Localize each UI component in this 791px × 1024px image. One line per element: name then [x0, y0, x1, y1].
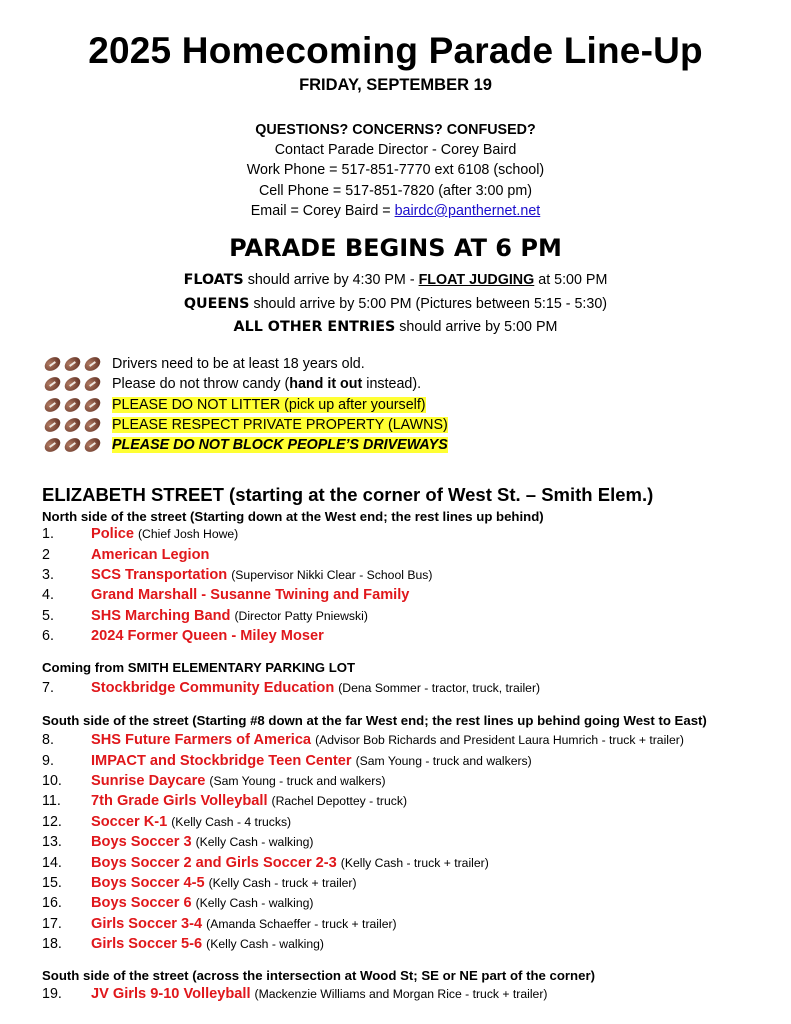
lineup-entry — [42, 730, 684, 750]
entry-name: Girls Soccer 5-6 — [91, 936, 203, 953]
entry-detail: (Kelly Cash - walking) — [195, 896, 314, 911]
others-label: ALL OTHER ENTRIES — [233, 319, 396, 335]
football-icons — [44, 439, 112, 451]
parade-start-heading: PARADE BEGINS AT 6 PM — [229, 234, 562, 262]
entry-detail: (Advisor Bob Richards and President Laura Humrich - truck + trailer) — [315, 733, 684, 748]
entry-number: 13. — [42, 834, 62, 851]
entry-detail: (Supervisor Nikki Clear - School Bus) — [231, 567, 433, 582]
contact-heading: QUESTIONS? CONCERNS? CONFUSED? — [255, 122, 536, 138]
entry-name: Boys Soccer 6 — [91, 895, 192, 912]
entry-detail: (Director Patty Pniewski) — [234, 608, 368, 623]
entry-number: 4. — [42, 587, 54, 604]
entry-number: 3. — [42, 566, 54, 583]
lineup-entry — [42, 852, 684, 872]
entry-number: 17. — [42, 915, 62, 932]
entry-number: 2 — [42, 546, 50, 563]
street-heading: ELIZABETH STREET (starting at the corner of West St. – Smith Elem.) — [42, 484, 654, 505]
entry-name: IMPACT and Stockbridge Teen Center — [91, 752, 352, 769]
section-south-side: South side of the street (Starting #8 down at the far West end; the rest lines up behind going West to East) — [42, 713, 707, 728]
entry-detail: (Kelly Cash - walking) — [195, 835, 314, 850]
rule-text: Drivers need to be at least 18 years old. — [112, 356, 365, 373]
entry-detail: (Kelly Cash - truck + trailer) — [208, 875, 357, 890]
float-judging-text: at 5:00 PM — [534, 272, 608, 288]
rule-text-bold: hand it out — [289, 376, 363, 393]
entry-number: 15. — [42, 874, 62, 891]
rules-list — [44, 354, 448, 455]
lineup-entry — [42, 544, 432, 564]
football-icon — [42, 436, 63, 456]
football-icon — [42, 395, 63, 415]
football-icons — [44, 419, 112, 431]
floats-text: should arrive by 4:30 PM - — [243, 272, 419, 288]
queens-label: QUEENS — [183, 295, 250, 312]
others-text: should arrive by 5:00 PM — [395, 319, 558, 335]
lineup-entry — [42, 791, 684, 811]
football-icon — [62, 395, 83, 415]
entry-name: Stockbridge Community Education — [91, 680, 335, 697]
lineup-entry — [42, 524, 432, 544]
entry-number: 12. — [42, 813, 62, 830]
floats-arrival — [0, 269, 791, 293]
entry-number: 9. — [42, 752, 54, 769]
others-arrival — [0, 316, 791, 340]
entry-detail: (Kelly Cash - 4 trucks) — [171, 814, 292, 829]
entry-name: 7th Grade Girls Volleyball — [91, 793, 268, 810]
lineup-list-north — [42, 524, 432, 646]
football-icon — [62, 415, 83, 435]
entry-detail: (Dena Sommer - tractor, truck, trailer) — [338, 681, 541, 696]
lineup-entry — [42, 750, 684, 770]
entry-detail: (Sam Young - truck and walkers) — [209, 773, 386, 788]
lineup-entry — [42, 565, 432, 585]
entry-name: Boys Soccer 3 — [91, 834, 192, 851]
entry-detail: (Amanda Schaeffer - truck + trailer) — [206, 916, 397, 931]
entry-number: 1. — [42, 526, 54, 543]
rule-text-highlighted: PLEASE DO NOT BLOCK PEOPLE’S DRIVEWAYS — [112, 437, 448, 454]
football-icon — [42, 375, 63, 395]
lineup-entry — [42, 832, 684, 852]
entry-number: 5. — [42, 607, 54, 624]
lineup-entry — [42, 678, 540, 698]
entry-name: SHS Marching Band — [91, 607, 231, 624]
entry-detail: (Sam Young - truck and walkers) — [355, 753, 532, 768]
entry-number: 14. — [42, 854, 62, 871]
rule-item — [44, 435, 448, 455]
football-icon — [82, 354, 103, 374]
entry-name: Soccer K-1 — [91, 813, 168, 830]
entry-number: 19. — [42, 986, 62, 1003]
football-icon — [82, 395, 103, 415]
entry-number: 18. — [42, 936, 62, 953]
lineup-list-south-intersection — [42, 984, 547, 1004]
rule-item — [44, 395, 448, 415]
entry-number: 11. — [42, 793, 61, 810]
entry-name: Grand Marshall - Susanne Twining and Family — [91, 587, 410, 604]
entry-name: 2024 Former Queen - Miley Moser — [91, 628, 324, 645]
entry-detail: (Mackenzie Williams and Morgan Rice - truck + trailer) — [254, 987, 548, 1002]
lineup-entry — [42, 893, 684, 913]
football-icon — [62, 436, 83, 456]
entry-name: Girls Soccer 3-4 — [91, 915, 203, 932]
rule-item — [44, 354, 448, 374]
parade-date: FRIDAY, SEPTEMBER 19 — [299, 76, 492, 94]
entry-detail: (Kelly Cash - truck + trailer) — [340, 855, 489, 870]
football-icon — [82, 375, 103, 395]
football-icon — [42, 354, 63, 374]
entry-name: American Legion — [91, 546, 210, 563]
entry-number: 16. — [42, 895, 62, 912]
entry-name: Police — [91, 526, 134, 543]
football-icons — [44, 399, 112, 411]
rule-item — [44, 415, 448, 435]
lineup-entry — [42, 626, 432, 646]
football-icon — [82, 415, 103, 435]
entry-name: Boys Soccer 4-5 — [91, 874, 205, 891]
lineup-list-coming — [42, 678, 540, 698]
entry-detail: (Rachel Depottey - truck) — [271, 794, 408, 809]
lineup-entry — [42, 771, 684, 791]
rule-text-highlighted: PLEASE RESPECT PRIVATE PROPERTY (LAWNS) — [112, 417, 448, 434]
lineup-entry — [42, 873, 684, 893]
entry-number: 10. — [42, 772, 62, 789]
contact-email-link[interactable]: bairdc@panthernet.net — [394, 202, 541, 219]
entry-detail: (Kelly Cash - walking) — [206, 937, 324, 952]
rule-item — [44, 374, 448, 394]
entry-name: SCS Transportation — [91, 566, 228, 583]
queens-text: should arrive by 5:00 PM (Pictures between 5:15 - 5:30) — [249, 295, 608, 312]
entry-name: JV Girls 9-10 Volleyball — [91, 986, 251, 1003]
rule-text-part: Please do not throw candy ( — [112, 376, 290, 393]
entry-name: SHS Future Farmers of America — [91, 732, 312, 749]
queens-arrival — [0, 293, 791, 317]
lineup-entry — [42, 606, 432, 626]
entry-detail: (Chief Josh Howe) — [138, 527, 239, 542]
rule-text-highlighted: PLEASE DO NOT LITTER (pick up after yourself) — [112, 396, 426, 413]
entry-number: 8. — [42, 732, 54, 749]
football-icons — [44, 358, 112, 370]
section-south-side-intersection: South side of the street (across the intersection at Wood St; SE or NE part of the corner) — [42, 968, 595, 983]
lineup-entry — [42, 812, 684, 832]
contact-email-line — [0, 201, 791, 221]
lineup-entry — [42, 934, 684, 954]
arrival-times — [0, 269, 791, 340]
lineup-entry — [42, 984, 547, 1004]
section-coming-from: Coming from SMITH ELEMENTARY PARKING LOT — [42, 660, 356, 675]
lineup-list-south — [42, 730, 684, 954]
float-judging-label: FLOAT JUDGING — [418, 272, 535, 288]
lineup-entry — [42, 585, 432, 605]
rule-text-part: instead). — [362, 376, 422, 393]
football-icon — [42, 415, 63, 435]
football-icons — [44, 378, 112, 390]
contact-cell-phone: Cell Phone = 517-851-7820 (after 3:00 pm) — [258, 182, 532, 199]
football-icon — [82, 436, 103, 456]
section-north-side: North side of the street (Starting down at the West end; the rest lines up behind) — [42, 509, 544, 524]
page-title: 2025 Homecoming Parade Line-Up — [88, 30, 703, 71]
entry-number: 7. — [42, 680, 54, 697]
contact-director: Contact Parade Director - Corey Baird — [274, 142, 517, 159]
entry-name: Boys Soccer 2 and Girls Soccer 2-3 — [91, 854, 337, 871]
lineup-entry — [42, 914, 684, 934]
rule-text — [112, 376, 421, 392]
football-icon — [62, 375, 83, 395]
entry-name: Sunrise Daycare — [91, 772, 206, 789]
football-icon — [62, 354, 83, 374]
contact-block — [0, 120, 791, 221]
contact-work-phone: Work Phone = 517-851-7770 ext 6108 (school) — [246, 162, 545, 179]
floats-label: FLOATS — [183, 272, 244, 288]
contact-email-prefix: Email = Corey Baird = — [250, 202, 395, 219]
entry-number: 6. — [42, 628, 54, 645]
